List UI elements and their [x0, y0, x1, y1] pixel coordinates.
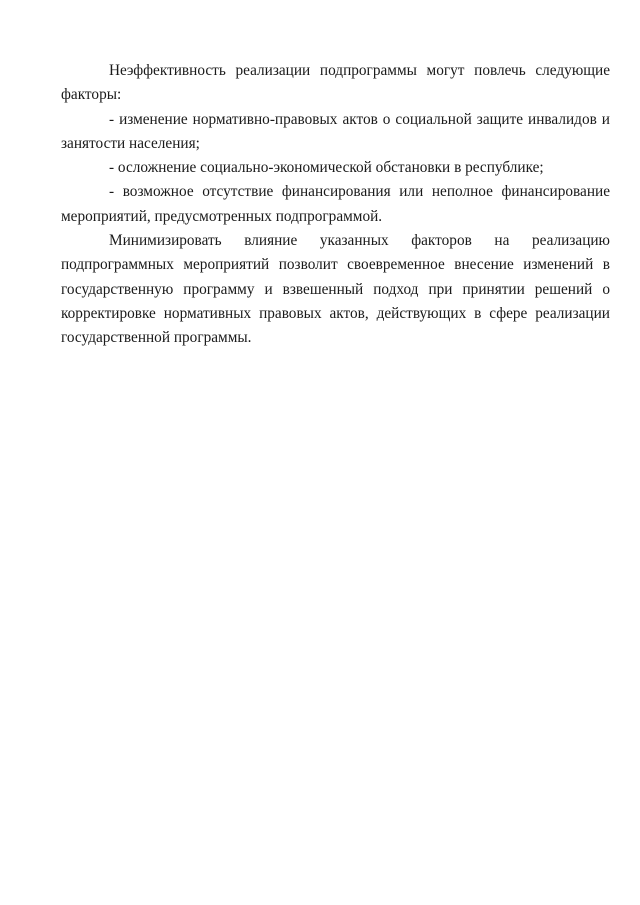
- paragraph-factor-legislation: - изменение нормативно-правовых актов о социальной защите инвалидов и занятости населения;: [61, 110, 610, 152]
- paragraph-factor-socioeconomic: - осложнение социально-экономической обстановки в республике;: [109, 159, 544, 177]
- document-body: [61, 59, 610, 351]
- paragraph-risk-factors-intro: Неэффективность реализации подпрограммы могут повлечь следующие факторы:: [61, 62, 610, 104]
- paragraph-risk-mitigation: Минимизировать влияние указанных факторов на реализацию подпрограммных мероприятий позволит своевременное внесение изменений в государственную программу и взвешенный подход при принятии решений о корректировке нормативных правовых актов, действующих в сфере реализации государственной программы.: [61, 232, 610, 347]
- paragraph-factor-funding: - возможное отсутствие финансирования или неполное финансирование мероприятий, предусмотренных подпрограммой.: [61, 183, 610, 225]
